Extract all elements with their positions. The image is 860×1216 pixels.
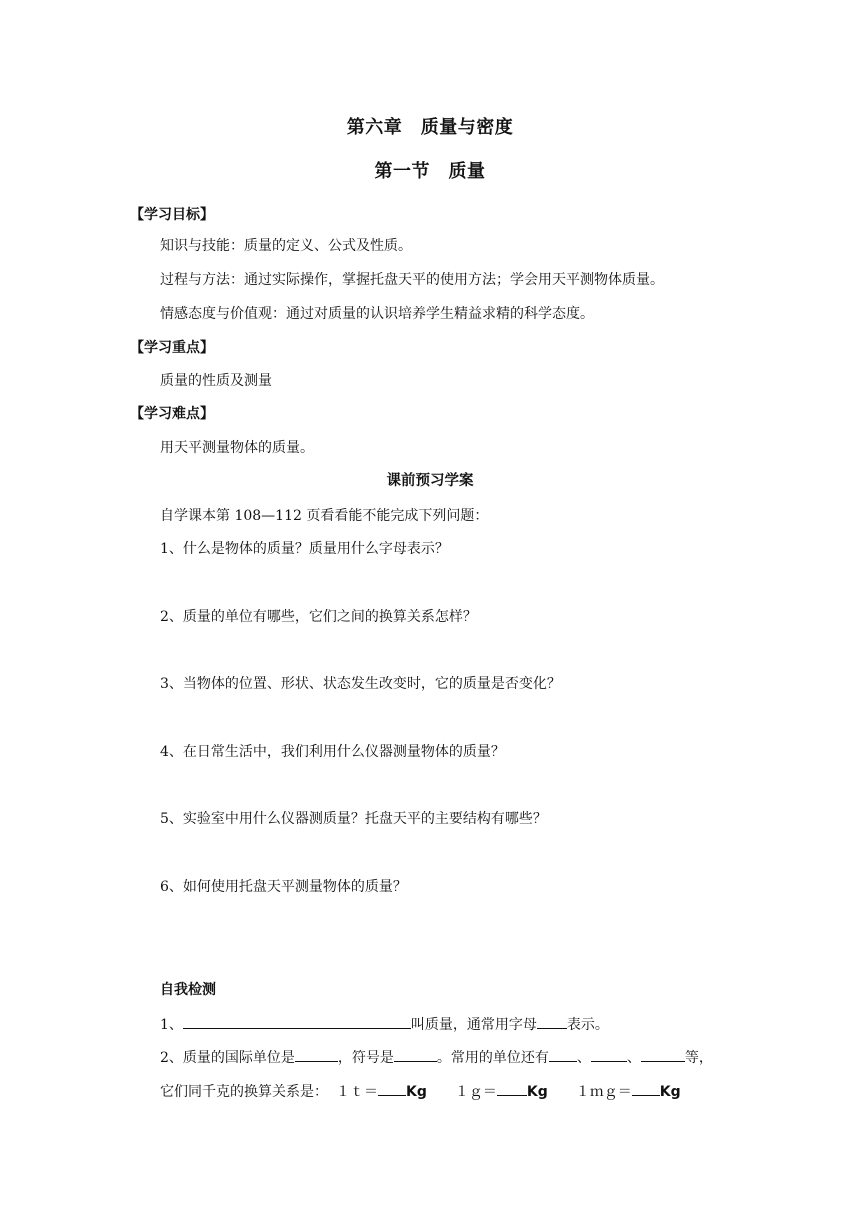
- learning-difficulties-text: 用天平测量物体的质量。: [160, 440, 314, 456]
- kg-unit-gram: Kg: [526, 1084, 548, 1100]
- si-unit-blank[interactable]: [295, 1046, 338, 1062]
- self-test-item-1-suffix: 表示。: [566, 1017, 609, 1033]
- gram-expression: １ｇ＝: [454, 1084, 497, 1100]
- self-test-heading: 自我检测: [160, 982, 216, 998]
- self-test-item-2-line-1: [160, 1046, 713, 1068]
- self-test-item-1-prefix: 1、: [160, 1017, 183, 1033]
- learning-objectives-heading: 【学习目标】: [130, 207, 214, 223]
- milligram-expression: １ｍｇ＝: [575, 1084, 632, 1100]
- preview-question-3: 3、当物体的位置、形状、状态发生改变时，它的质量是否变化？: [160, 676, 561, 692]
- self-test-item-2-line-2: [160, 1080, 681, 1102]
- preview-heading: 课前预习学案: [386, 473, 474, 489]
- self-test-item-2-separator-2: 、: [626, 1050, 641, 1066]
- chapter-title: 第六章 质量与密度: [346, 117, 514, 138]
- learning-keypoints-text: 质量的性质及测量: [160, 373, 272, 389]
- self-test-item-1: [160, 1013, 609, 1035]
- self-test-item-2-symbol: ，符号是: [337, 1050, 394, 1066]
- ton-expression: １ｔ＝: [336, 1084, 378, 1100]
- ton-conversion-blank[interactable]: [378, 1080, 406, 1096]
- preview-question-4: 4、在日常生活中，我们利用什么仪器测量物体的质量？: [160, 744, 505, 760]
- self-test-item-2-end: 等，: [684, 1050, 713, 1066]
- self-test-item-2-common: 。常用的单位还有: [436, 1050, 549, 1066]
- preview-question-2: 2、质量的单位有哪些，它们之间的换算关系怎样？: [160, 609, 477, 625]
- kg-unit-milligram: Kg: [659, 1084, 681, 1100]
- preview-question-6: 6、如何使用托盘天平测量物体的质量？: [160, 879, 407, 895]
- learning-keypoints-heading: 【学习重点】: [130, 340, 214, 356]
- definition-blank[interactable]: [183, 1013, 411, 1029]
- objective-attitude-values: 情感态度与价值观：通过对质量的认识培养学生精益求精的科学态度。: [160, 306, 594, 322]
- objective-process-method: 过程与方法：通过实际操作，掌握托盘天平的使用方法；学会用天平测物体质量。: [160, 272, 664, 288]
- common-unit-blank-2[interactable]: [591, 1046, 627, 1062]
- preview-intro: 自学课本第 108—112 页看看能不能完成下列问题：: [160, 508, 489, 524]
- unit-symbol-blank[interactable]: [394, 1046, 437, 1062]
- section-title: 第一节 质量: [374, 161, 486, 182]
- common-unit-blank-1[interactable]: [549, 1046, 577, 1062]
- symbol-letter-blank[interactable]: [537, 1013, 567, 1029]
- milligram-conversion-blank[interactable]: [632, 1080, 660, 1096]
- gram-conversion-blank[interactable]: [497, 1080, 527, 1096]
- conversion-intro: 它们同千克的换算关系是：: [160, 1084, 328, 1100]
- preview-question-1: 1、什么是物体的质量？质量用什么字母表示？: [160, 541, 449, 557]
- learning-difficulties-heading: 【学习难点】: [130, 406, 214, 422]
- self-test-item-2-prefix: 2、质量的国际单位是: [160, 1050, 295, 1066]
- kg-unit-ton: Kg: [406, 1084, 427, 1100]
- self-test-item-2-separator-1: 、: [576, 1050, 591, 1066]
- common-unit-blank-3[interactable]: [641, 1046, 685, 1062]
- preview-question-5: 5、实验室中用什么仪器测质量？托盘天平的主要结构有哪些？: [160, 811, 547, 827]
- objective-knowledge-skills: 知识与技能：质量的定义、公式及性质。: [160, 238, 412, 254]
- self-test-item-1-middle: 叫质量，通常用字母: [410, 1017, 537, 1033]
